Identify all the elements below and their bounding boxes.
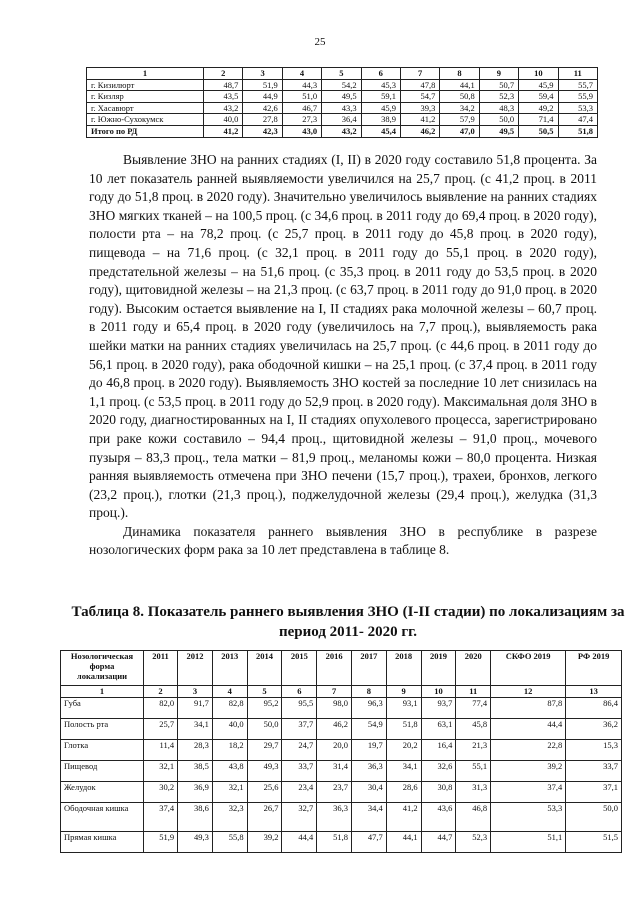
table-cell: 95,5 [282, 698, 317, 719]
column-number: 7 [400, 68, 439, 80]
table-cell: 25,6 [247, 782, 282, 803]
table-cell: 93,7 [421, 698, 456, 719]
column-header: 2014 [247, 651, 282, 686]
table-cell: 52,3 [479, 91, 518, 103]
column-number: 4 [282, 68, 321, 80]
table-cell: 37,7 [282, 719, 317, 740]
table-cell: 15,3 [566, 740, 622, 761]
table-cell: 48,3 [479, 102, 518, 114]
column-number: 5 [247, 686, 282, 698]
table-cell: 98,0 [317, 698, 352, 719]
table-cell: 44,7 [421, 832, 456, 853]
row-label: Прямая кишка [61, 832, 144, 853]
table-cell: 39,3 [400, 102, 439, 114]
column-header: 2013 [212, 651, 247, 686]
column-number: 7 [317, 686, 352, 698]
table-cell: 32,1 [144, 761, 178, 782]
table-row [87, 91, 598, 103]
table-cell: 51,9 [243, 79, 282, 91]
row-label: Ободочная кишка [61, 803, 144, 832]
body-text [89, 151, 597, 560]
table-cell: 45,9 [361, 102, 400, 114]
table-cell: 44,9 [243, 91, 282, 103]
table-cell: 54,7 [400, 91, 439, 103]
column-number: 8 [352, 686, 387, 698]
table-cell: 30,4 [352, 782, 387, 803]
table-cell: 28,3 [178, 740, 213, 761]
column-number: 1 [61, 686, 144, 698]
table-cell: 41,2 [204, 125, 243, 137]
column-header: РФ 2019 [566, 651, 622, 686]
row-label: Глотка [61, 740, 144, 761]
table-cell: 39,2 [247, 832, 282, 853]
table-cell: 40,0 [212, 719, 247, 740]
table-cell: 36,2 [566, 719, 622, 740]
table-cell: 87,8 [491, 698, 566, 719]
table-cell: 34,1 [178, 719, 213, 740]
column-number: 5 [322, 68, 361, 80]
table-cell: 51,8 [386, 719, 421, 740]
table-cell: 77,4 [456, 698, 491, 719]
column-number: 9 [386, 686, 421, 698]
table-cell: 24,7 [282, 740, 317, 761]
table-row [87, 102, 598, 114]
table-cell: 53,3 [558, 102, 597, 114]
column-numbers-row [61, 686, 622, 698]
table-cell: 26,7 [247, 803, 282, 832]
column-number: 3 [178, 686, 213, 698]
table-cell: 50,5 [519, 125, 558, 137]
table-cell: 53,3 [491, 803, 566, 832]
column-number: 8 [440, 68, 479, 80]
table-cell: 54,2 [322, 79, 361, 91]
table-cell: 27,3 [282, 114, 321, 126]
table-cell: 42,6 [243, 102, 282, 114]
table-cell: 51,8 [558, 125, 597, 137]
page-number: 25 [314, 36, 326, 48]
column-header: 2015 [282, 651, 317, 686]
row-label: Пищевод [61, 761, 144, 782]
column-number: 11 [558, 68, 597, 80]
table-cell: 50,7 [479, 79, 518, 91]
table-cell: 28,6 [386, 782, 421, 803]
table-header-row [87, 68, 598, 80]
table-cell: 29,7 [247, 740, 282, 761]
table-cell: 43,3 [322, 102, 361, 114]
column-header: 2011 [144, 651, 178, 686]
table-cell: 47,8 [400, 79, 439, 91]
column-header: СКФО 2019 [491, 651, 566, 686]
column-number: 9 [479, 68, 518, 80]
row-label: Губа [61, 698, 144, 719]
column-number: 11 [456, 686, 491, 698]
districts-table [86, 67, 598, 138]
column-header: Нозологическая форма локализации [61, 651, 144, 686]
table-cell: 43,6 [421, 803, 456, 832]
table-cell: 31,3 [456, 782, 491, 803]
table-cell: 37,4 [491, 782, 566, 803]
table-cell: 86,4 [566, 698, 622, 719]
table-title: Таблица 8. Показатель раннего выявления ЗНО (I-II стадии) по локализациям за период 2011- 2020 гг. [71, 604, 625, 640]
early-detection-table [60, 650, 622, 853]
table-cell: 49,3 [247, 761, 282, 782]
column-number: 13 [566, 686, 622, 698]
table-cell: 21,3 [456, 740, 491, 761]
table-cell: 49,5 [479, 125, 518, 137]
table-cell: 32,7 [282, 803, 317, 832]
table-cell: 34,4 [352, 803, 387, 832]
column-header: 2012 [178, 651, 213, 686]
table-cell: 41,2 [386, 803, 421, 832]
table-cell: 44,4 [282, 832, 317, 853]
column-number: 2 [204, 68, 243, 80]
table-cell: 45,4 [361, 125, 400, 137]
column-header: 2017 [352, 651, 387, 686]
table-cell: 11,4 [144, 740, 178, 761]
table-cell: 23,4 [282, 782, 317, 803]
table-cell: 25,7 [144, 719, 178, 740]
column-header: 2016 [317, 651, 352, 686]
column-number: 10 [421, 686, 456, 698]
table-cell: 49,3 [178, 832, 213, 853]
table-cell: 16,4 [421, 740, 456, 761]
column-number: 10 [519, 68, 558, 80]
table-cell: 36,3 [317, 803, 352, 832]
table-row [87, 79, 598, 91]
table-cell: 63,1 [421, 719, 456, 740]
table-row [61, 719, 622, 740]
table-row [61, 740, 622, 761]
table-cell: 38,5 [178, 761, 213, 782]
table-cell: 43,8 [212, 761, 247, 782]
table-cell: 59,4 [519, 91, 558, 103]
table-cell: 36,9 [178, 782, 213, 803]
table-row [61, 803, 622, 832]
table-cell: 43,2 [204, 102, 243, 114]
table-cell: 37,4 [144, 803, 178, 832]
table-cell: 91,7 [178, 698, 213, 719]
row-label: Желудок [61, 782, 144, 803]
column-number: 6 [282, 686, 317, 698]
table-cell: 46,8 [456, 803, 491, 832]
table-cell: 18,2 [212, 740, 247, 761]
table-cell: 20,0 [317, 740, 352, 761]
table-cell: 41,2 [400, 114, 439, 126]
table-cell: 95,2 [247, 698, 282, 719]
table-cell: 45,8 [456, 719, 491, 740]
row-label: г. Южно-Сухокумск [87, 114, 204, 126]
column-number: 1 [87, 68, 204, 80]
table-cell: 55,9 [558, 91, 597, 103]
table-cell: 50,0 [479, 114, 518, 126]
table-cell: 45,9 [519, 79, 558, 91]
column-header: 2018 [386, 651, 421, 686]
table-header-row [61, 651, 622, 686]
table-cell: 45,3 [361, 79, 400, 91]
column-header: 2019 [421, 651, 456, 686]
paragraph: Выявление ЗНО на ранних стадиях (I, II) в 2020 году составило 51,8 процента. За 10 лет показатель ранней выявляемости увеличился на 25,7 проц. (с 41,2 проц. в 2011 году до 51,8 проц. в 2020 году). Значительно увеличилось выявление на ранних стадиях ЗНО мягких тканей – на 100,5 проц. (с 34,6 проц. в 2011 году до 69,4 проц. в 2020 году), полости рта – на 78,2 проц. (с 25,7 проц. в 2011 году до 45,8 проц. в 2020 году), пищевода – на 71,6 проц. (с 32,1 проц. в 2011 году до 55,1 проц. в 2020 году), предстательной железы – на 51,6 проц. (с 35,3 проц. в 2011 году до 53,5 проц. в 2020 году), щитовидной железы – на 21,3 проц. (с 63,7 проц. в 2011 году до 91,0 проц. в 2020 году). Высоким остается выявление на I, II стадиях рака молочной железы – 60,7 проц. в 2011 году и 65,4 проц. в 2020 году (увеличилось на 7,7 проц.), выявляемость рака шейки матки на ранних стадиях увеличилась на 25,7 проц. (с 44,6 проц. в 2011 году до 56,1 проц. в 2020 году), рака ободочной кишки – на 25,1 проц. (с 37,4 проц. в 2011 году до 46,8 проц. в 2020 году). Выявляемость ЗНО костей за последние 10 лет снизилась на 1,1 проц. (с 53,5 проц. в 2011 году до 52,9 проц. в 2020 году). Максимальная доля ЗНО в 2020 году, диагностированных на I, II стадиях опухолевого процесса, зарегистрировано при раке кожи составило – 94,4 проц., щитовидной железы – 91,0 проц., мочевого пузыря – 83,3 проц., тела матки – 81,9 проц., меланомы кожи – 80,0 процента. Низкая ранняя выявляемость отмечена при ЗНО печени (15,7 проц.), трахеи, бронхов, легкого (23,2 проц.), глотки (21,3 проц.), поджелудочной железы (29,4 проц.), желудка (31,3 проц.). [89, 152, 597, 521]
table-cell: 51,0 [282, 91, 321, 103]
table-cell: 50,0 [566, 803, 622, 832]
row-label: Полость рта [61, 719, 144, 740]
table-cell: 51,1 [491, 832, 566, 853]
table-cell: 54,9 [352, 719, 387, 740]
table-cell: 27,8 [243, 114, 282, 126]
table-cell: 51,9 [144, 832, 178, 853]
table-cell: 55,7 [558, 79, 597, 91]
table-cell: 55,1 [456, 761, 491, 782]
table-cell: 49,5 [322, 91, 361, 103]
table-cell: 48,7 [204, 79, 243, 91]
table-cell: 44,4 [491, 719, 566, 740]
table-cell: 49,2 [519, 102, 558, 114]
table-row [61, 698, 622, 719]
table-cell: 36,3 [352, 761, 387, 782]
table-row [61, 782, 622, 803]
table-cell: 71,4 [519, 114, 558, 126]
table-cell: 96,3 [352, 698, 387, 719]
table-cell: 30,2 [144, 782, 178, 803]
table-cell: 93,1 [386, 698, 421, 719]
table-cell: 44,1 [440, 79, 479, 91]
table-cell: 59,1 [361, 91, 400, 103]
table-cell: 43,5 [204, 91, 243, 103]
column-number: 12 [491, 686, 566, 698]
row-label: г. Кизляр [87, 91, 204, 103]
table-cell: 46,2 [317, 719, 352, 740]
table-cell: 34,1 [386, 761, 421, 782]
table-row [87, 114, 598, 126]
table-cell: 39,2 [491, 761, 566, 782]
column-number: 3 [243, 68, 282, 80]
table-cell: 57,9 [440, 114, 479, 126]
row-label: г. Кизилюрт [87, 79, 204, 91]
table-cell: 50,8 [440, 91, 479, 103]
table-cell: 34,2 [440, 102, 479, 114]
table-cell: 55,8 [212, 832, 247, 853]
table-cell: 47,4 [558, 114, 597, 126]
table-cell: 33,7 [566, 761, 622, 782]
table-cell: 46,2 [400, 125, 439, 137]
column-number: 4 [212, 686, 247, 698]
paragraph: Динамика показателя раннего выявления ЗНО в республике в разрезе нозологических форм рака за 10 лет представлена в таблице 8. [89, 523, 597, 558]
table-cell: 40,0 [204, 114, 243, 126]
table-cell: 43,0 [282, 125, 321, 137]
table-cell: 46,7 [282, 102, 321, 114]
table-cell: 33,7 [282, 761, 317, 782]
table-cell: 52,3 [456, 832, 491, 853]
table-cell: 36,4 [322, 114, 361, 126]
table-cell: 82,8 [212, 698, 247, 719]
row-label: г. Хасавюрт [87, 102, 204, 114]
table-cell: 51,8 [317, 832, 352, 853]
table-cell: 30,8 [421, 782, 456, 803]
table-cell: 22,8 [491, 740, 566, 761]
table-cell: 23,7 [317, 782, 352, 803]
table-cell: 32,1 [212, 782, 247, 803]
row-label: Итого по РД [87, 125, 204, 137]
table-cell: 37,1 [566, 782, 622, 803]
total-row [87, 125, 598, 137]
table-row [61, 832, 622, 853]
table-cell: 50,0 [247, 719, 282, 740]
table-cell: 38,9 [361, 114, 400, 126]
table-cell: 44,3 [282, 79, 321, 91]
table-cell: 19,7 [352, 740, 387, 761]
table-cell: 43,2 [322, 125, 361, 137]
column-header: 2020 [456, 651, 491, 686]
table-cell: 47,0 [440, 125, 479, 137]
table-cell: 32,3 [212, 803, 247, 832]
table-cell: 42,3 [243, 125, 282, 137]
table-cell: 44,1 [386, 832, 421, 853]
table-cell: 82,0 [144, 698, 178, 719]
column-number: 2 [144, 686, 178, 698]
table-cell: 51,5 [566, 832, 622, 853]
table-cell: 38,6 [178, 803, 213, 832]
table-cell: 20,2 [386, 740, 421, 761]
column-number: 6 [361, 68, 400, 80]
table-cell: 31,4 [317, 761, 352, 782]
table-cell: 47,7 [352, 832, 387, 853]
table-cell: 32,6 [421, 761, 456, 782]
table-row [61, 761, 622, 782]
